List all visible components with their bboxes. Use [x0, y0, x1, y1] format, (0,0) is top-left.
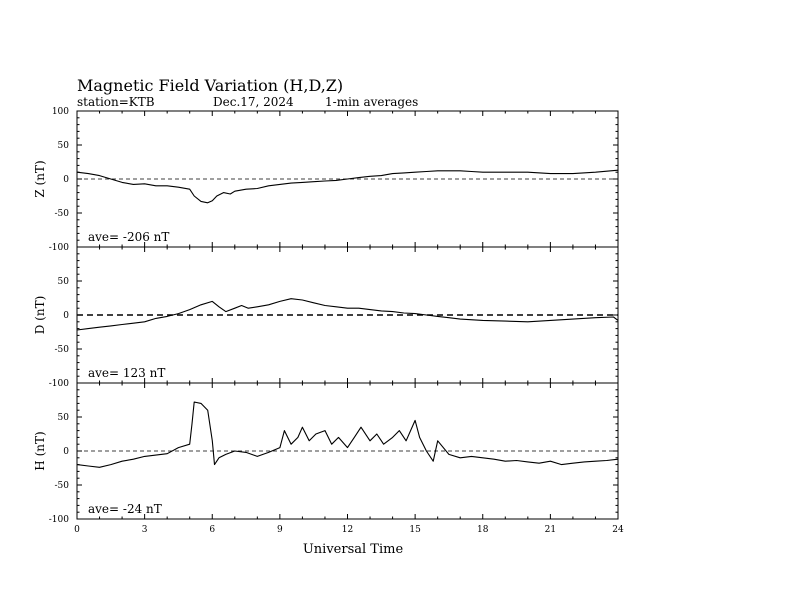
x-tick-label: 21 — [544, 525, 557, 535]
y-tick-label: 100 — [51, 107, 69, 117]
x-axis-label: Universal Time — [302, 542, 404, 557]
y-tick-label: -100 — [48, 379, 69, 389]
x-tick-label: 3 — [141, 525, 148, 535]
series-line — [77, 170, 618, 203]
y-tick-label: -100 — [48, 515, 69, 525]
chart-title: Magnetic Field Variation (H,D,Z) — [77, 76, 344, 95]
average-label: ave= 123 nT — [88, 366, 166, 380]
y-axis-label: Z (nT) — [33, 160, 47, 198]
x-tick-label: 6 — [209, 525, 216, 535]
x-tick-label: 12 — [341, 525, 354, 535]
x-tick-label: 9 — [277, 525, 283, 535]
average-label: ave= -206 nT — [88, 230, 170, 244]
y-tick-label: 50 — [57, 277, 69, 287]
panel-1 — [33, 247, 618, 389]
y-tick-label: -50 — [54, 209, 69, 219]
panel-2 — [33, 383, 618, 525]
averaging-label: 1-min averages — [325, 95, 419, 109]
date-label: Dec.17, 2024 — [213, 95, 294, 109]
x-tick-label: 24 — [612, 525, 624, 535]
y-tick-label: -50 — [54, 345, 69, 355]
panel-0 — [33, 107, 618, 253]
y-axis-label: D (nT) — [33, 295, 47, 335]
x-tick-label: 0 — [74, 525, 80, 535]
series-line — [77, 402, 618, 467]
y-axis-label: H (nT) — [33, 431, 47, 471]
station-label: station=KTB — [77, 95, 155, 109]
average-label: ave= -24 nT — [88, 502, 162, 516]
y-tick-label: -50 — [54, 481, 69, 491]
x-tick-label: 18 — [477, 525, 489, 535]
x-tick-label: 15 — [409, 525, 421, 535]
y-tick-label: 50 — [57, 413, 69, 423]
y-tick-label: 0 — [63, 447, 69, 457]
y-tick-label: 0 — [63, 175, 69, 185]
y-tick-label: 50 — [57, 141, 69, 151]
panel-frame — [77, 383, 618, 519]
y-tick-label: 0 — [63, 311, 69, 321]
y-tick-label: -100 — [48, 243, 69, 253]
